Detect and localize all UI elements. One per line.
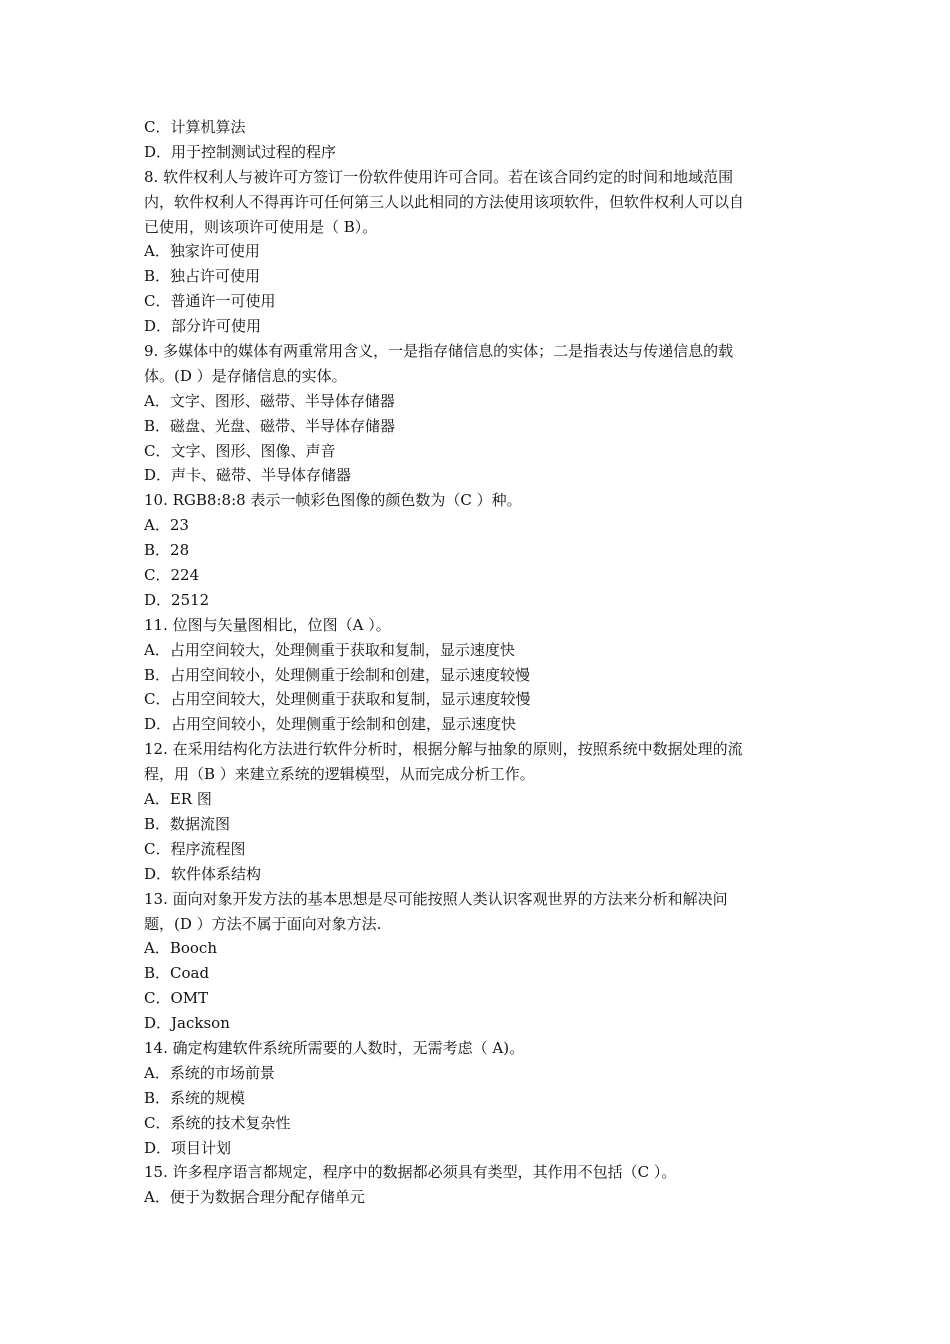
text-line: D．占用空间较小，处理侧重于绘制和创建，显示速度快 (144, 715, 517, 734)
text-line: C．程序流程图 (144, 839, 246, 858)
text-line: 体。(D ）是存储信息的实体。 (144, 366, 347, 385)
text-line: C．OMT (144, 989, 209, 1008)
text-line: D．声卡、磁带、半导体存储器 (144, 466, 352, 485)
text-line: D．用于控制测试过程的程序 (144, 142, 337, 161)
text-line: 8. 软件权利人与被许可方签订一份软件使用许可合同。若在该合同约定的时间和地域范围 (144, 167, 734, 186)
text-line: C．占用空间较大，处理侧重于获取和复制，显示速度较慢 (144, 690, 531, 709)
text-line: A．独家许可使用 (144, 242, 260, 261)
text-line: 14. 确定构建软件系统所需要的人数时，无需考虑（ A)。 (144, 1038, 525, 1057)
text-line: B．数据流图 (144, 814, 231, 833)
text-line: 已使用，则该项许可使用是（ B）。 (144, 217, 378, 236)
text-line: B．28 (144, 541, 190, 560)
text-line: 内，软件权利人不得再许可任何第三人以此相同的方法使用该项软件，但软件权利人可以自 (144, 192, 745, 211)
text-line: 11. 位图与矢量图相比，位图（A ）。 (144, 615, 391, 634)
text-line: A．占用空间较大，处理侧重于获取和复制，显示速度快 (144, 640, 515, 659)
text-line: C．计算机算法 (144, 118, 246, 136)
document-page (144, 115, 812, 1210)
text-line: 12. 在采用结构化方法进行软件分析时，根据分解与抽象的原则，按照系统中数据处理的流 (144, 740, 743, 759)
text-line: A．Booch (144, 939, 217, 958)
text-line: 13. 面向对象开发方法的基本思想是尽可能按照人类认识客观世界的方法来分析和解决问 (144, 889, 728, 908)
text-line: D．2512 (144, 590, 210, 609)
text-line: A．系统的市场前景 (144, 1063, 275, 1082)
text-line: D．Jackson (144, 1014, 230, 1033)
text-line: 题，(D ）方法不属于面向对象方法. (144, 914, 382, 933)
text-line: B．独占许可使用 (144, 267, 261, 286)
text-line: C．普通许一可使用 (144, 292, 276, 311)
text-line: C．文字、图形、图像、声音 (144, 441, 336, 460)
text-line: D．部分许可使用 (144, 317, 262, 336)
text-line: B．占用空间较小，处理侧重于绘制和创建，显示速度较慢 (144, 665, 531, 684)
text-line: D．项目计划 (144, 1138, 232, 1157)
text-line: A．23 (144, 516, 189, 535)
text-line: B．磁盘、光盘、磁带、半导体存储器 (144, 416, 396, 435)
text-line: 9. 多媒体中的媒体有两重常用含义，一是指存储信息的实体；二是指表达与传递信息的载 (144, 342, 734, 361)
text-line: C．224 (144, 566, 200, 585)
text-line: B．系统的规模 (144, 1088, 246, 1107)
text-line: A．ER 图 (144, 790, 212, 809)
text-line: C．系统的技术复杂性 (144, 1113, 291, 1132)
text-line: D．软件体系结构 (144, 864, 262, 883)
text-line: B．Coad (144, 964, 210, 983)
text-line: 10. RGB8:8:8 表示一帧彩色图像的颜色数为（C ）种。 (144, 491, 522, 510)
text-line: A．便于为数据合理分配存储单元 (144, 1188, 365, 1207)
text-line: A．文字、图形、磁带、半导体存储器 (144, 391, 395, 410)
text-line: 15. 许多程序语言都规定，程序中的数据都必须具有类型，其作用不包括（C ）。 (144, 1163, 677, 1182)
text-line: 程，用（B ）来建立系统的逻辑模型，从而完成分析工作。 (144, 765, 535, 784)
